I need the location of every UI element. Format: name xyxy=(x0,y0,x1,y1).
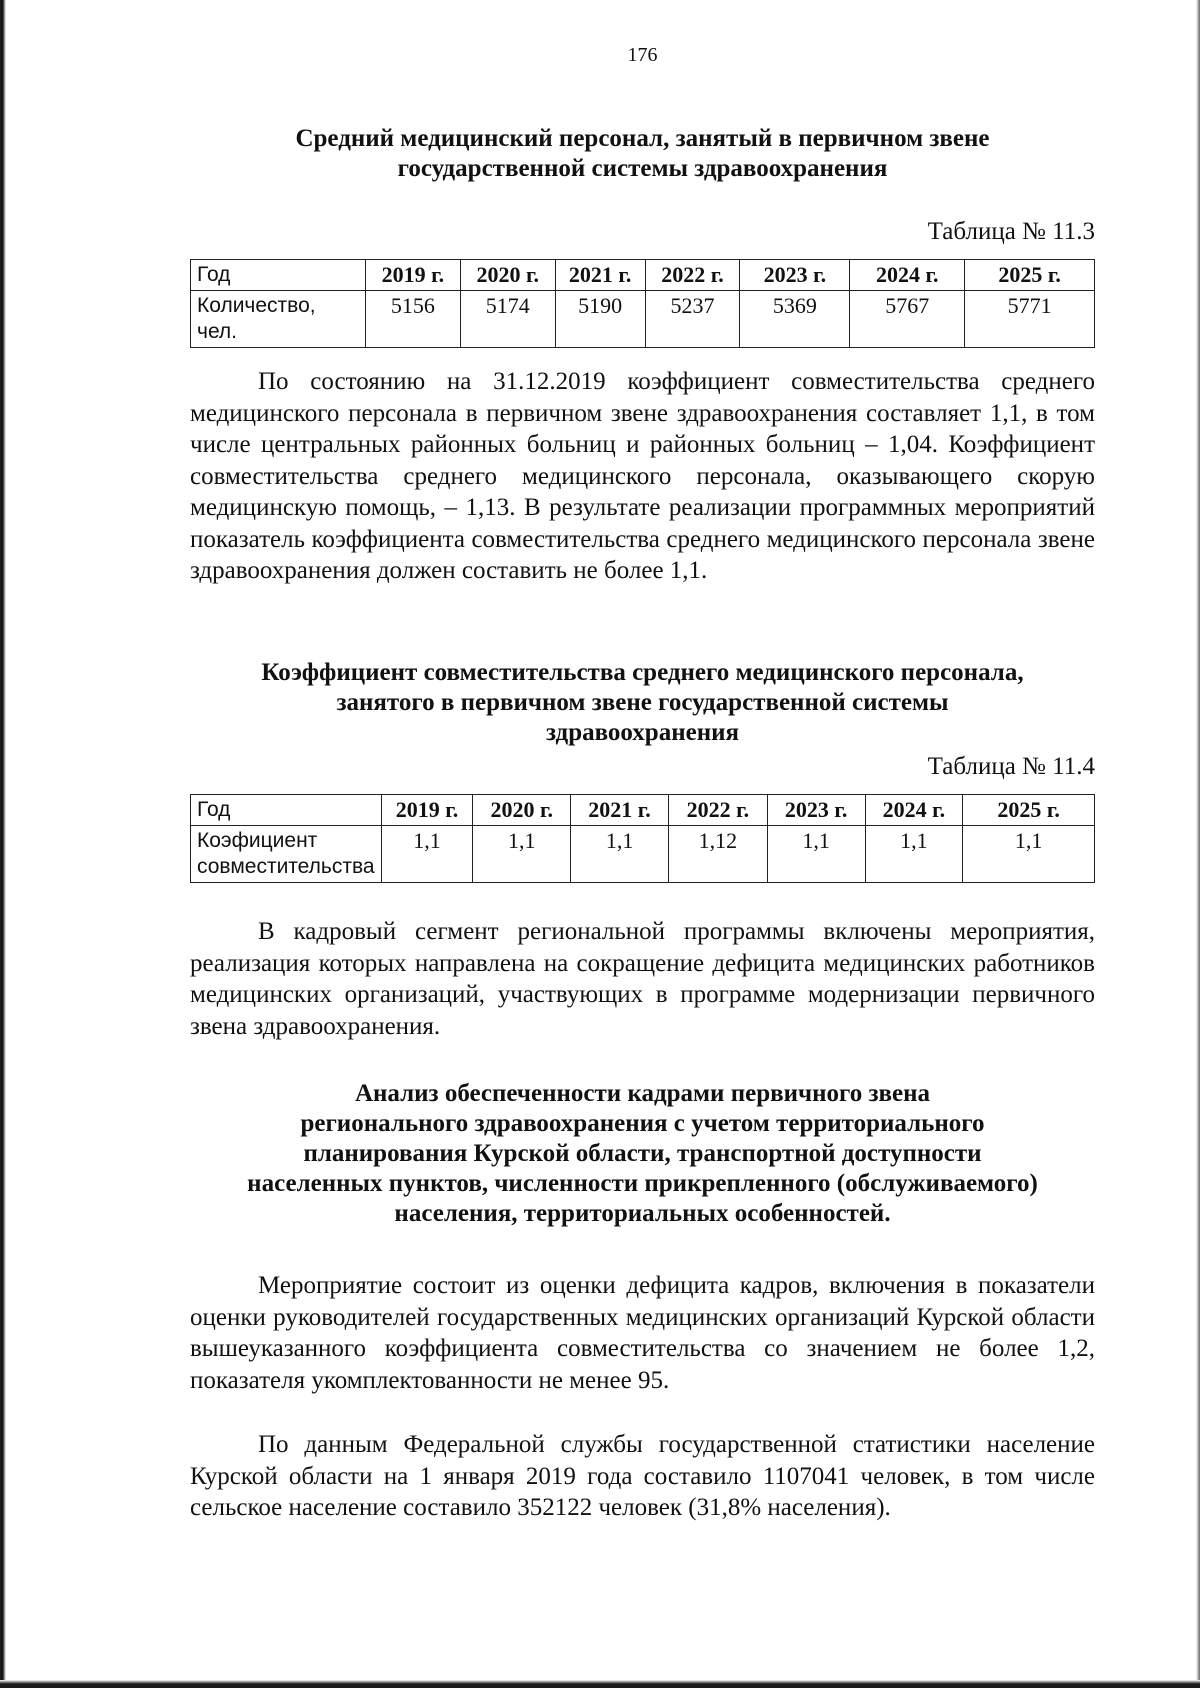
value-cell: 1,1 xyxy=(473,826,571,883)
value-cell: 1,1 xyxy=(963,826,1095,883)
value-cell: 1,1 xyxy=(381,826,473,883)
heading-coefficient xyxy=(190,658,1095,748)
header-cell: 2024 г. xyxy=(865,795,963,826)
header-cell: 2025 г. xyxy=(965,260,1095,291)
value-cell: 5174 xyxy=(460,291,555,348)
table-row xyxy=(191,826,1095,883)
header-cell: 2022 г. xyxy=(668,795,767,826)
table-11-4 xyxy=(190,794,1095,883)
heading-line: населения, территориальных особенностей. xyxy=(394,1200,891,1227)
header-cell: 2020 г. xyxy=(473,795,571,826)
heading-staffing-analysis xyxy=(190,1079,1095,1229)
value-cell: 5237 xyxy=(645,291,740,348)
header-cell-year: Год xyxy=(191,795,382,826)
value-cell: 5767 xyxy=(850,291,965,348)
value-cell: 1,12 xyxy=(668,826,767,883)
header-cell: 2024 г. xyxy=(850,260,965,291)
header-cell: 2023 г. xyxy=(767,795,865,826)
row-label-line: Количество, xyxy=(197,294,316,317)
header-cell: 2023 г. xyxy=(740,260,850,291)
value-cell: 1,1 xyxy=(571,826,669,883)
row-label-cell xyxy=(191,826,382,883)
scan-edge-bottom xyxy=(0,1680,1200,1688)
header-cell-year: Год xyxy=(191,260,366,291)
heading-line: здравоохранения xyxy=(545,719,740,746)
heading-line: государственной системы здравоохранения xyxy=(397,155,888,182)
row-label-line: Коэфициент xyxy=(197,829,318,852)
value-cell: 5190 xyxy=(555,291,645,348)
header-cell: 2022 г. xyxy=(645,260,740,291)
row-label-cell xyxy=(191,291,366,348)
heading-line: Коэффициент совместительства среднего медицинского персонала, xyxy=(261,659,1024,686)
table-header-row xyxy=(191,260,1095,291)
table-header-row xyxy=(191,795,1095,826)
value-cell: 1,1 xyxy=(865,826,963,883)
heading-line: Анализ обеспеченности кадрами первичного звена xyxy=(354,1080,931,1107)
table-11-3-label: Таблица № 11.3 xyxy=(927,218,1095,245)
value-cell: 5369 xyxy=(740,291,850,348)
table-11-4-label: Таблица № 11.4 xyxy=(927,753,1095,780)
heading-line: Средний медицинский персонал, занятый в первичном звене xyxy=(295,125,990,152)
row-label-line: совместительства xyxy=(197,855,375,878)
heading-line: регионального здравоохранения с учетом территориального xyxy=(300,1110,985,1137)
value-cell: 5771 xyxy=(965,291,1095,348)
page-number: 176 xyxy=(627,44,658,66)
value-cell: 1,1 xyxy=(767,826,865,883)
heading-line: населенных пунктов, численности прикрепленного (обслуживаемого) xyxy=(247,1170,1038,1197)
table-row xyxy=(191,291,1095,348)
header-cell: 2021 г. xyxy=(555,260,645,291)
header-cell: 2019 г. xyxy=(381,795,473,826)
heading-nursing-staff xyxy=(190,124,1095,184)
paragraph-staffing-segment: В кадровый сегмент региональной программы включены мероприятия, реализация которых направлена на сокращение дефицита медицинских работников медицинских организаций, участвующих в программе модернизации первичного звена здравоохранения. xyxy=(190,918,1095,1040)
paragraph-measure: Мероприятие состоит из оценки дефицита кадров, включения в показатели оценки руководителей государственных медицинских организаций Курской области вышеуказанного коэффициента совместительства со значением не более 1,2, показателя укомплектованности не менее 95. xyxy=(190,1272,1095,1394)
header-cell: 2019 г. xyxy=(365,260,460,291)
scan-edge-left xyxy=(0,0,6,1688)
heading-line: планирования Курской области, транспортной доступности xyxy=(303,1140,982,1167)
header-cell: 2021 г. xyxy=(571,795,669,826)
table-11-3 xyxy=(190,259,1095,348)
header-cell: 2020 г. xyxy=(460,260,555,291)
paragraph-population: По данным Федеральной службы государственной статистики население Курской области на 1 января 2019 года составило 1107041 человек, в том числе сельское население составило 352122 человек (31,8% населения). xyxy=(190,1431,1095,1521)
scan-edge-right xyxy=(1196,0,1200,1688)
row-label-line: чел. xyxy=(197,320,238,343)
paragraph-coefficient-2019: По состоянию на 31.12.2019 коэффициент совместительства среднего медицинского персонала в первичном звене здравоохранения составляет 1,1, в том числе центральных районных больниц и районных больниц – 1,04. Коэффициент совместительства среднего медицинского персонала, оказывающего скорую медицинскую помощь, – 1,13. В результате реализации программных мероприятий показатель коэффициента совместительства среднего медицинского персонала звене здравоохранения должен составить не более 1,1. xyxy=(190,368,1095,584)
heading-line: занятого в первичном звене государственной системы xyxy=(336,689,949,716)
header-cell: 2025 г. xyxy=(963,795,1095,826)
value-cell: 5156 xyxy=(365,291,460,348)
